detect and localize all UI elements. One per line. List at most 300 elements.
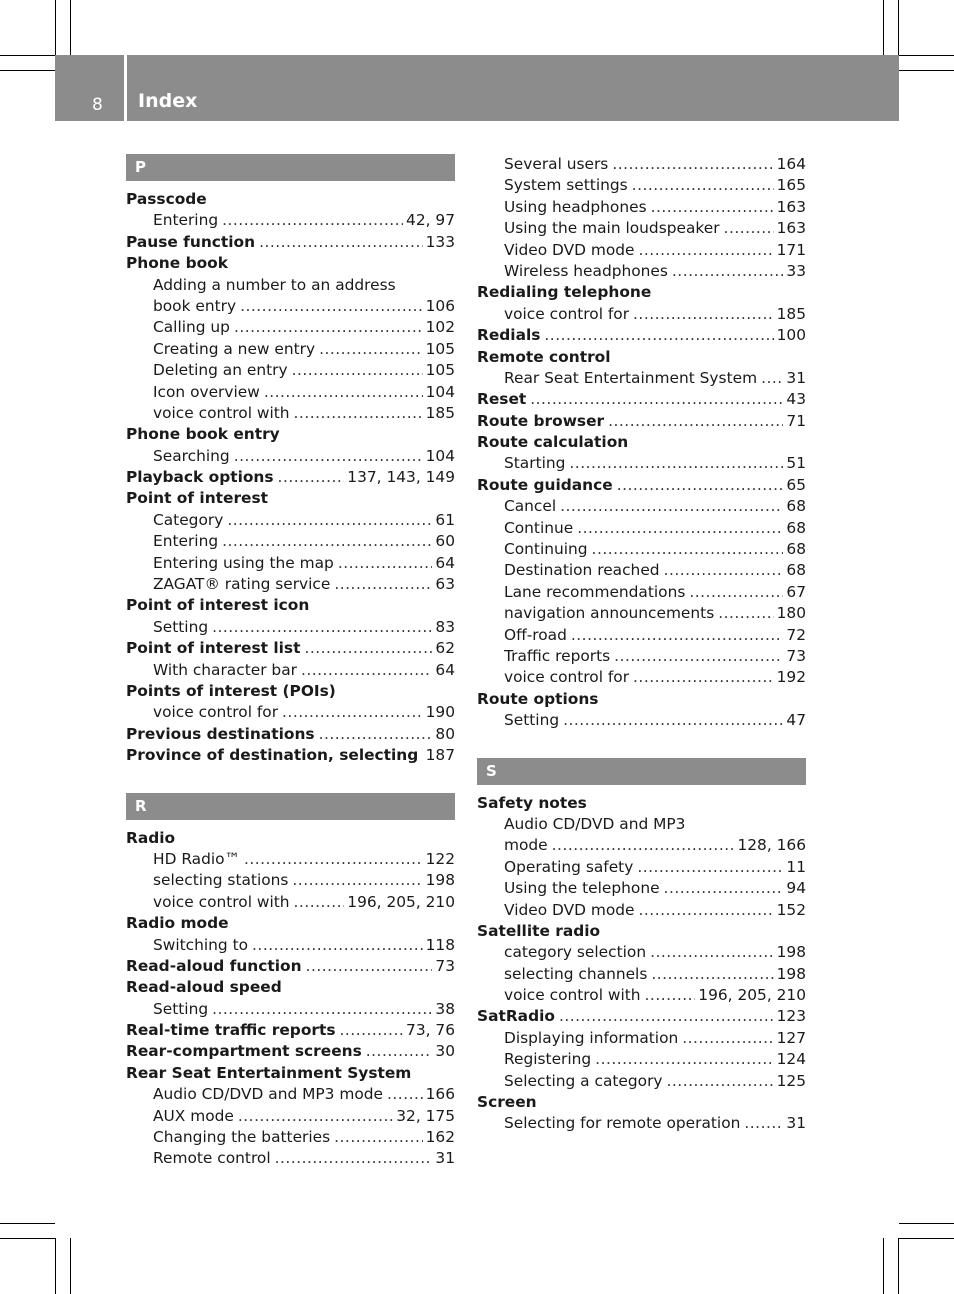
entry-label: navigation announcements [504,604,715,623]
index-entry [126,467,455,488]
entry-label: Route browser [477,411,605,430]
index-subentry [126,382,455,403]
leader-dots [651,197,774,218]
entry-label: voice control with [504,986,641,1005]
page-ref: 60 [435,532,455,551]
leader-dots [724,218,774,239]
page-ref: 43 [786,390,806,409]
leader-dots [682,1028,773,1049]
entry-label: voice control with [153,892,290,911]
page-ref: 105 [425,339,455,358]
entry-label: Displaying information [504,1028,679,1047]
leader-dots [632,175,774,196]
entry-label: Operating safety [504,857,634,876]
entry-label: Video DVD mode [504,900,635,919]
page-ref: 71 [786,411,806,430]
entry-label: Entering [153,532,219,551]
index-entry [126,1041,455,1062]
entry-label: Starting [504,454,566,473]
leader-dots [212,999,432,1020]
index-subentry [477,646,806,667]
index-subentry: Adding a number to an address [153,275,396,294]
index-subentry [126,702,455,723]
leader-dots [319,724,433,745]
crop-mark [883,1238,884,1294]
index-subentry [477,710,806,731]
crop-mark [898,0,899,55]
leader-dots [614,646,783,667]
index-subentry [477,835,806,856]
leader-dots [275,1148,433,1169]
page-ref: 68 [786,518,806,537]
entry-label: book entry [153,296,237,315]
index-entry [477,475,806,496]
page-ref: 42, 97 [406,211,455,230]
page-ref: 31 [786,1114,806,1133]
leader-dots [530,389,783,410]
page-ref: 196, 205, 210 [698,986,806,1005]
index-entry [126,638,455,659]
entry-label: Setting [153,999,209,1018]
leader-dots [639,240,774,261]
index-subentry [477,154,806,175]
leader-dots [234,317,423,338]
leader-dots [612,154,773,175]
index-entry: Satellite radio [477,921,601,940]
crop-mark [0,1223,55,1224]
leader-dots [304,638,432,659]
entry-label: mode [504,836,548,855]
index-entry [126,232,455,253]
entry-label: Entering [153,211,219,230]
index-subentry [126,531,455,552]
entry-label: With character bar [153,660,297,679]
section-gap [126,767,455,793]
letter-heading-r: R [126,793,455,820]
index-subentry [126,892,455,913]
entry-label: Registering [504,1050,592,1069]
leader-dots [637,857,783,878]
page-ref: 125 [776,1071,806,1090]
index-subentry [477,964,806,985]
entry-label: voice control for [504,668,630,687]
page-ref: 187 [425,746,455,765]
index-subentry [477,878,806,899]
entry-label: Changing the batteries [153,1128,331,1147]
page-ref: 162 [425,1128,455,1147]
leader-dots [292,360,423,381]
page-ref: 72 [786,625,806,644]
index-subentry [126,849,455,870]
index-entry [477,411,806,432]
entry-label: Creating a new entry [153,339,316,358]
leader-dots [319,339,423,360]
crop-mark [883,0,884,55]
index-column-right [477,154,806,1135]
page-ref: 180 [776,604,806,623]
crop-mark [899,70,954,71]
leader-dots [234,446,423,467]
crop-mark [899,1223,954,1224]
index-subentry: Audio CD/DVD and MP3 [504,814,686,833]
page-ref: 102 [425,318,455,337]
page-ref: 185 [776,304,806,323]
entry-label: Entering using the map [153,553,334,572]
page-ref: 68 [786,561,806,580]
page-ref: 165 [776,176,806,195]
page-ref: 163 [776,219,806,238]
entry-label: voice control for [504,304,630,323]
entry-label: AUX mode [153,1106,234,1125]
index-subentry [477,942,806,963]
index-subentry [126,360,455,381]
index-subentry [477,1049,806,1070]
leader-dots [334,574,432,595]
page-ref: 105 [425,361,455,380]
leader-dots [222,531,432,552]
entry-label: Point of interest list [126,639,301,658]
leader-dots [240,296,423,317]
entry-label: Rear Seat Entertainment System [504,368,758,387]
entry-label: Using the telephone [504,879,660,898]
page-ref: 31 [786,368,806,387]
leader-dots [292,870,422,891]
leader-dots [306,956,433,977]
letter-heading-s: S [477,758,806,785]
entry-label: Route guidance [477,475,613,494]
leader-dots [264,382,423,403]
entry-label: voice control with [153,403,290,422]
page-ref: 94 [786,879,806,898]
page-ref: 64 [435,660,455,679]
letter-heading-p: P [126,154,455,181]
index-entry: Points of interest (POIs) [126,681,336,700]
page-ref: 67 [786,582,806,601]
index-subentry [126,999,455,1020]
entry-label: Calling up [153,318,230,337]
index-entry: Phone book entry [126,425,280,444]
index-subentry [126,935,455,956]
leader-dots [334,1127,422,1148]
entry-label: Several users [504,155,609,173]
index-subentry [126,317,455,338]
leader-dots [560,496,783,517]
crop-mark [899,55,954,56]
index-entry: Redialing telephone [477,283,652,302]
entry-label: Category [153,510,224,529]
index-subentry [477,496,806,517]
index-subentry [477,261,806,282]
entry-label: Deleting an entry [153,361,288,380]
entry-label: Remote control [153,1149,271,1168]
index-subentry [477,518,806,539]
entry-label: Cancel [504,497,557,516]
page-ref: 73 [786,646,806,665]
leader-dots [238,1106,393,1127]
index-subentry [477,1071,806,1092]
index-subentry [477,453,806,474]
page-ref: 68 [786,497,806,516]
crop-mark [70,0,71,55]
page-ref: 62 [435,639,455,658]
leader-dots [544,325,773,346]
entry-label: Traffic reports [504,646,611,665]
crop-mark [898,1238,899,1294]
index-subentry [477,985,806,1006]
page-ref: 83 [435,617,455,636]
index-subentry [477,582,806,603]
index-subentry [477,603,806,624]
leader-dots [340,1020,404,1041]
entry-label: Playback options [126,468,274,487]
crop-mark [899,1238,954,1239]
entry-label: Setting [504,711,560,730]
entry-label: Using headphones [504,197,647,216]
entry-label: Wireless headphones [504,261,668,280]
leader-dots [552,835,735,856]
index-subentry [477,625,806,646]
page-ref: 152 [776,900,806,919]
index-entry [126,724,455,745]
page-ref: 64 [435,553,455,572]
page-ref: 128, 166 [737,836,806,855]
page-ref: 198 [776,943,806,962]
leader-dots [571,625,784,646]
index-entry: Passcode [126,190,207,208]
index-subentry [126,446,455,467]
index-entry: Safety notes [477,793,587,812]
entry-label: SatRadio [477,1007,555,1026]
index-subentry [477,1113,806,1134]
index-subentry [126,660,455,681]
entry-label: selecting channels [504,964,648,983]
leader-dots [664,878,784,899]
page-ref: 137, 143, 149 [347,468,455,487]
index-subentry [477,1028,806,1049]
leader-dots [222,210,403,231]
index-subentry [126,1148,455,1169]
page-ref: 106 [425,296,455,315]
leader-dots [366,1041,433,1062]
page-ref: 63 [435,575,455,594]
entry-label: category selection [504,943,647,962]
index-subentry [126,1106,455,1127]
page-ref: 190 [425,703,455,722]
index-entry: Phone book [126,254,228,273]
index-entry [126,745,455,766]
page-ref: 31 [435,1149,455,1168]
page-ref: 164 [776,155,806,173]
entry-label: ZAGAT® rating service [153,575,331,594]
crop-mark [0,70,55,71]
index-subentry [477,667,806,688]
page-ref: 163 [776,197,806,216]
index-subentry [126,339,455,360]
page-number: 8 [92,95,103,115]
index-subentry [126,1084,455,1105]
page-ref: 11 [786,857,806,876]
leader-dots [559,1006,774,1027]
index-entry: Route options [477,689,599,708]
index-entry: Rear Seat Entertainment System [126,1063,412,1082]
entry-label: Continue [504,518,574,537]
leader-dots [252,935,423,956]
entry-label: Setting [153,617,209,636]
entry-label: Searching [153,446,230,465]
crop-mark [55,1238,56,1294]
page-title: Index [138,90,198,112]
entry-label: Destination reached [504,561,660,580]
crop-mark [0,55,55,56]
index-subentry [477,539,806,560]
page-ref: 80 [435,724,455,743]
index-entry: Radio [126,828,176,847]
leader-dots [718,603,773,624]
leader-dots [651,964,773,985]
index-entry: Route calculation [477,433,629,452]
page-ref: 122 [425,849,455,868]
index-entry: Radio mode [126,914,229,933]
entry-label: Redials [477,326,541,345]
entry-label: Selecting for remote operation [504,1114,741,1133]
index-column-left [126,154,455,1170]
leader-dots [617,475,784,496]
entry-label: System settings [504,176,628,195]
index-entry: Screen [477,1093,537,1112]
page-ref: 118 [425,935,455,954]
index-entry [477,325,806,346]
index-subentry [477,197,806,218]
page-ref: 61 [435,510,455,529]
entry-label: Using the main loudspeaker [504,219,720,238]
crop-mark [0,1238,55,1239]
page-ref: 166 [425,1085,455,1104]
page-ref: 47 [786,711,806,730]
page-ref: 68 [786,540,806,559]
page-ref: 33 [786,261,806,280]
page-ref: 185 [425,403,455,422]
index-subentry [126,403,455,424]
crop-mark [70,1238,71,1294]
entry-label: Off-road [504,625,567,644]
entry-label: Continuing [504,540,588,559]
page-ref: 104 [425,446,455,465]
index-subentry [126,296,455,317]
index-subentry [477,857,806,878]
leader-dots [227,510,432,531]
index-subentry [126,210,455,231]
leader-dots [577,518,783,539]
page-ref: 104 [425,382,455,401]
leader-dots [278,467,345,488]
leader-dots [645,985,696,1006]
page-ref: 51 [786,454,806,473]
entry-label: HD Radio™ [153,849,240,868]
index-subentry [126,1127,455,1148]
leader-dots [633,304,774,325]
leader-dots [639,900,774,921]
crop-mark [55,0,56,55]
entry-label: Icon overview [153,382,260,401]
page-ref: 65 [786,475,806,494]
entry-label: Switching to [153,935,249,954]
entry-label: selecting stations [153,871,289,890]
index-entry [126,956,455,977]
index-subentry [477,175,806,196]
leader-dots [282,702,423,723]
page-ref: 171 [776,240,806,259]
index-entry [126,1020,455,1041]
page-ref: 100 [776,326,806,345]
leader-dots [212,617,432,638]
leader-dots [761,368,783,389]
leader-dots [608,411,783,432]
entry-label: Lane recommendations [504,582,686,601]
leader-dots [259,232,423,253]
entry-label: Reset [477,390,527,409]
index-subentry [126,510,455,531]
section-gap [477,732,806,758]
leader-dots [633,667,774,688]
page-ref: 38 [435,999,455,1018]
page-ref: 123 [776,1007,806,1026]
leader-dots [294,403,423,424]
index-subentry [126,870,455,891]
leader-dots [569,453,783,474]
index-subentry [477,240,806,261]
page-ref: 30 [435,1042,455,1061]
leader-dots [672,261,784,282]
index-entry: Point of interest icon [126,596,310,615]
leader-dots [595,1049,773,1070]
index-subentry [477,218,806,239]
entry-label: Video DVD mode [504,240,635,259]
index-entry: Remote control [477,347,611,366]
header-divider [124,55,127,121]
index-subentry [477,560,806,581]
index-entry [477,389,806,410]
page-ref: 127 [776,1028,806,1047]
entry-label: voice control for [153,703,279,722]
entry-label: Audio CD/DVD and MP3 mode [153,1085,384,1104]
leader-dots [301,660,432,681]
leader-dots [244,849,423,870]
leader-dots [650,942,774,963]
index-subentry [126,553,455,574]
page-ref: 32, 175 [396,1106,455,1125]
index-entry: Point of interest [126,489,269,508]
index-entry [477,1006,806,1027]
index-subentry [477,304,806,325]
page-ref: 73, 76 [406,1021,455,1040]
leader-dots [664,560,784,581]
leader-dots [563,710,783,731]
page-ref: 196, 205, 210 [347,892,455,911]
leader-dots [387,1084,423,1105]
leader-dots [294,892,345,913]
page-ref: 198 [776,964,806,983]
index-subentry [126,617,455,638]
page-ref: 73 [435,956,455,975]
index-subentry [477,900,806,921]
page-ref: 133 [425,232,455,251]
page-ref: 198 [425,871,455,890]
leader-dots [338,553,433,574]
entry-label: Province of destination, selecting [126,746,419,765]
entry-label: Pause function [126,232,256,251]
entry-label: Previous destinations [126,724,315,743]
page-ref: 192 [776,668,806,687]
